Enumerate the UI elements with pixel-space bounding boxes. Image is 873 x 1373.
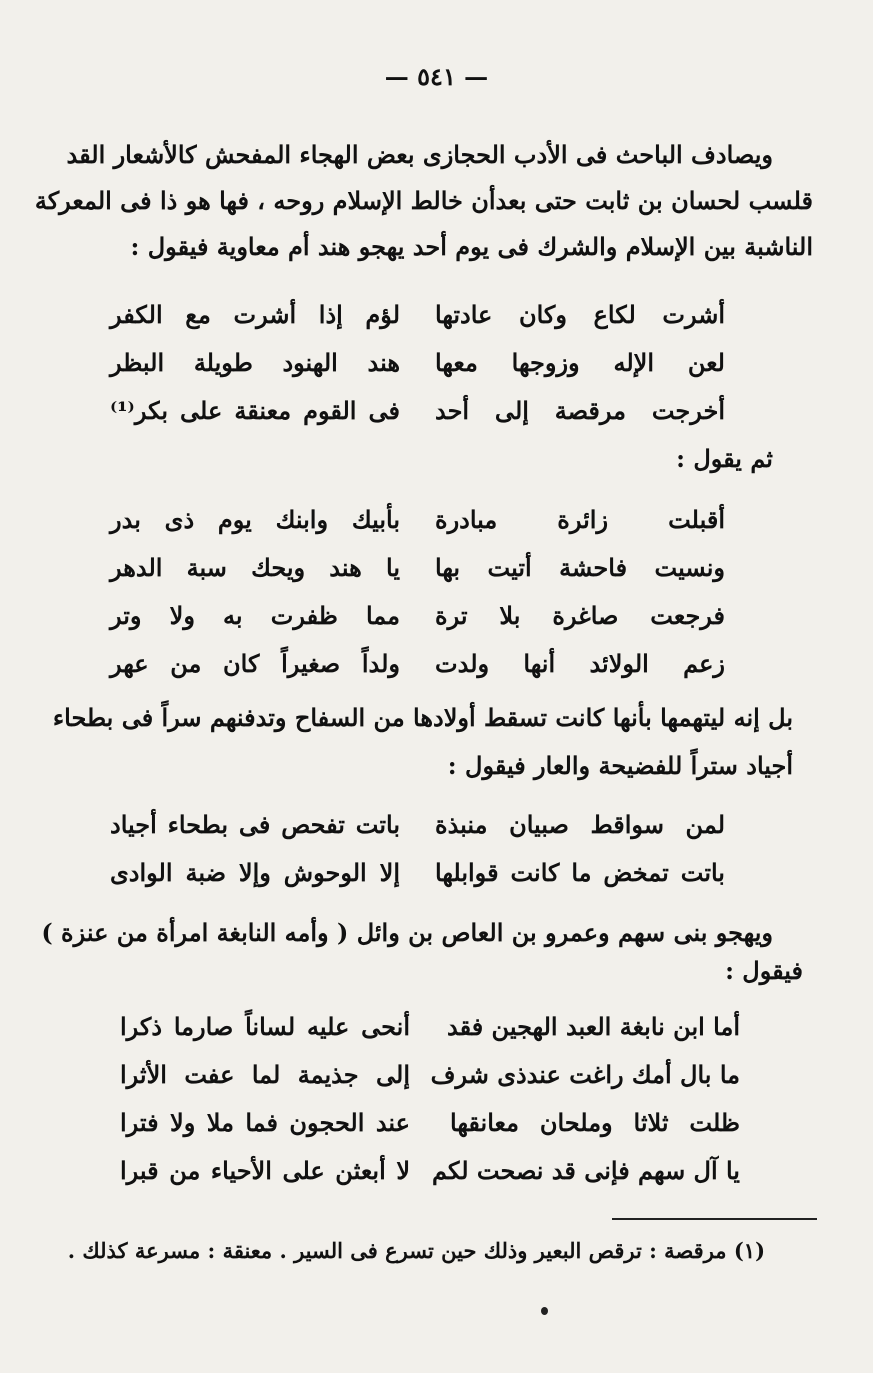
- verse: [120, 1002, 740, 1050]
- verse: [110, 386, 725, 434]
- verse: [110, 639, 725, 687]
- footnote-separator: [612, 1218, 817, 1220]
- first-hemistich: زعم الولائد أنها ولدت: [435, 648, 725, 678]
- second-hemistich: بأبيك وابنك يوم ذى بدر: [110, 504, 400, 534]
- first-hemistich: باتت تمخض ما كانت قوابلها: [435, 857, 725, 887]
- paragraph-line: بل إنه ليتهمها بأنها كانت تسقط أولادها من السفاح وتدفنهم سراً فى بطحاء: [52, 703, 793, 732]
- verse: [110, 495, 725, 543]
- second-hemistich: مما ظفرت به ولا وتر: [110, 600, 400, 630]
- verse-intro: فيقول :: [725, 956, 803, 985]
- verse: [110, 338, 725, 386]
- first-hemistich: أما ابن نابغة العبد الهجين فقد: [446, 1011, 740, 1041]
- verse: [110, 591, 725, 639]
- verse: [110, 800, 725, 848]
- first-hemistich: فرجعت صاغرة بلا ترة: [435, 600, 725, 630]
- second-hemistich: لا أبعثن على الأحياء من قبرا: [120, 1155, 410, 1185]
- second-hemistich: فى القوم معنقة على بكر⁽¹⁾: [110, 395, 400, 425]
- poem-4: [120, 1002, 740, 1194]
- paragraph-line: ويهجو بنى سهم وعمرو بن العاص بن وائل ( وأمه النابغة امرأة من عنزة ): [41, 918, 773, 947]
- paragraph-2: [38, 694, 793, 790]
- first-hemistich: أخرجت مرقصة إلى أحد: [435, 395, 725, 425]
- first-hemistich: ما بال أمك راغت عندذى شرف: [430, 1059, 740, 1089]
- paragraph-1: [33, 132, 813, 270]
- first-hemistich: لعن الإله وزوجها معها: [435, 347, 725, 377]
- poem-2: [110, 495, 725, 687]
- second-hemistich: هند الهنود طويلة البظر: [110, 347, 400, 377]
- print-speck: [541, 1307, 548, 1315]
- second-hemistich: عند الحجون فما ملا ولا فترا: [120, 1107, 410, 1137]
- paragraph-line: الناشبة بين الإسلام والشرك فى يوم أحد يهجو هند أم معاوية فيقول :: [130, 232, 813, 261]
- page-number: — ٥٤١ —: [384, 62, 489, 91]
- second-hemistich: إلا الوحوش وإلا ضبة الوادى: [110, 857, 400, 887]
- poem-1: [110, 290, 725, 434]
- verse: [110, 848, 725, 896]
- verse: [120, 1098, 740, 1146]
- verse: [110, 290, 725, 338]
- verse: [120, 1146, 740, 1194]
- second-hemistich: باتت تفحص فى بطحاء أجياد: [110, 809, 400, 839]
- first-hemistich: أشرت لكاع وكان عادتها: [435, 299, 725, 329]
- first-hemistich: ونسيت فاحشة أتيت بها: [435, 552, 725, 582]
- first-hemistich: أقبلت زائرة مبادرة: [435, 504, 725, 534]
- paragraph-line: قلسب لحسان بن ثابت حتى بعدأن خالط الإسلام روحه ، فها هو ذا فى المعركة: [34, 186, 813, 215]
- verse: [110, 543, 725, 591]
- paragraph-line: ويصادف الباحث فى الأدب الحجازى بعض الهجاء المفحش كالأشعار القد: [66, 140, 773, 169]
- second-hemistich: أنحى عليه لساناً صارما ذكرا: [120, 1011, 410, 1041]
- first-hemistich: لمن سواقط صبيان منبذة: [435, 809, 725, 839]
- second-hemistich: إلى جذيمة لما عفت الأثرا: [120, 1059, 410, 1089]
- paragraph-line: أجياد ستراً للفضيحة والعار فيقول :: [447, 751, 793, 780]
- poem-3: [110, 800, 725, 896]
- second-hemistich: ولداً صغيراً كان من عهر: [110, 648, 400, 678]
- verse: [120, 1050, 740, 1098]
- second-hemistich: لؤم إذا أشرت مع الكفر: [110, 299, 400, 329]
- paragraph-3: [28, 910, 773, 956]
- footnote: (١) مرقصة : ترقص البعير وذلك حين تسرع فى السير . معنقة : مسرعة كذلك .: [67, 1238, 765, 1263]
- second-hemistich: يا هند ويحك سبة الدهر: [110, 552, 400, 582]
- verse-intro: ثم يقول :: [676, 444, 773, 473]
- first-hemistich: يا آل سهم فإنى قد نصحت لكم: [431, 1155, 740, 1185]
- first-hemistich: ظلت ثلاثا وملحان معانقها: [450, 1107, 740, 1137]
